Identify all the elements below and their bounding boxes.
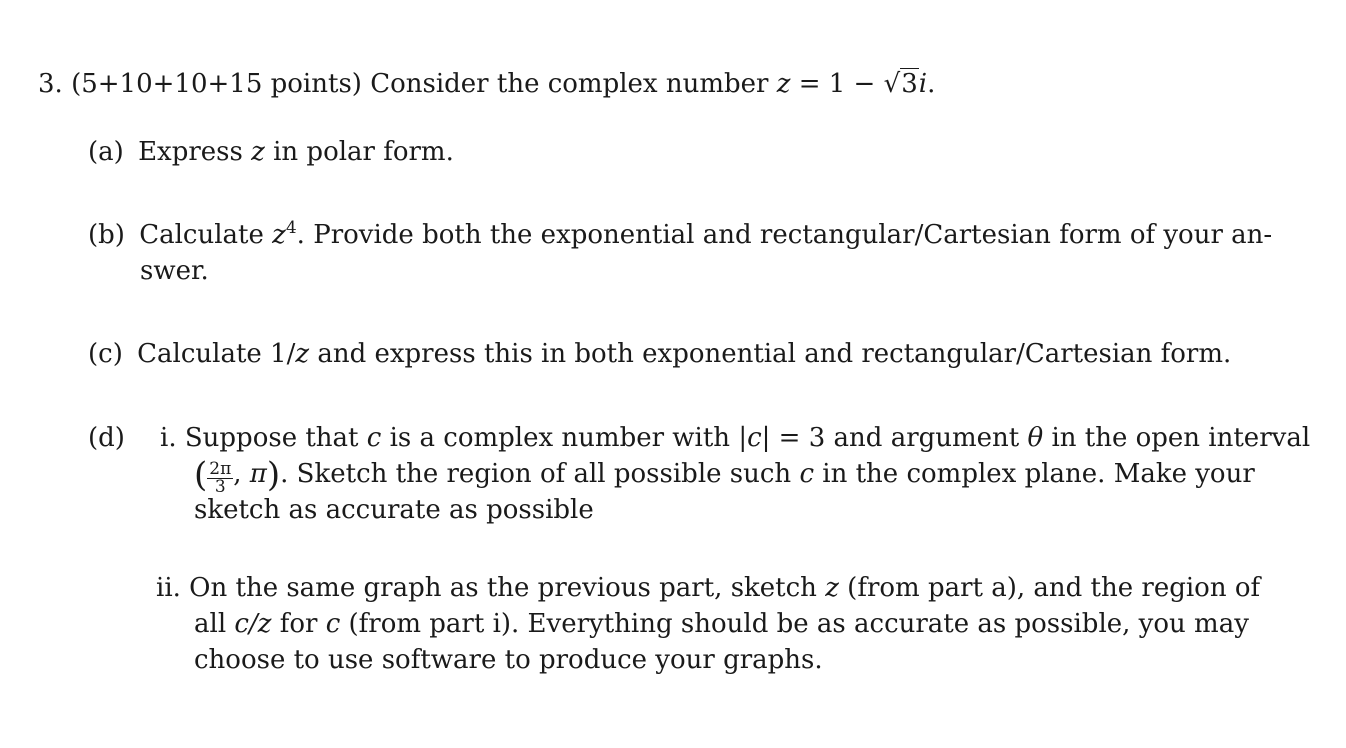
close-paren: ) (266, 455, 281, 495)
sqrt-expression: √3 (883, 69, 918, 99)
part-a-label: (a) (88, 137, 124, 167)
part-a-text-before: Express (138, 137, 243, 167)
var-pi: π (249, 459, 267, 489)
part-b-text-before: Calculate (139, 220, 264, 250)
fraction-2pi-3 (207, 461, 233, 496)
part-b-var: z (272, 220, 286, 250)
var-z: z (776, 69, 791, 99)
fraction-numerator: 2π (209, 459, 232, 479)
problem-header (38, 69, 935, 99)
part-d-i-line2: ( $\frac{2\pi}{3}$ , π). Sketch the region of all possible such c in the complex plane. Make your (194, 455, 1255, 497)
part-c-var: z (295, 339, 310, 369)
part-a-var: z (251, 137, 265, 167)
part-b-label: (b) (88, 220, 125, 250)
open-paren: ( (194, 455, 208, 495)
part-d-i-text1: Suppose that (184, 423, 359, 453)
problem-points: (5+10+10+15 points) (71, 69, 362, 99)
part-b-line2: swer. (140, 256, 209, 286)
part-c-label: (c) (88, 339, 123, 369)
part-d-ii-text5: (from part i). Everything should be as accurate as possible, you may (348, 609, 1249, 639)
part-d-ii-line2 (194, 609, 1249, 639)
part-c (88, 339, 1231, 369)
part-d-i-text5: . Sketch the region of all possible such (280, 459, 792, 489)
var-c-2: c (799, 459, 815, 489)
part-d-ii-label: ii. (156, 573, 181, 603)
var-i: i (918, 69, 928, 99)
fraction-denominator: 3 (214, 477, 226, 497)
part-c-text-before: Calculate 1/ (137, 339, 296, 369)
part-d-label: (d) (88, 423, 125, 453)
var-c-3: c (325, 609, 341, 639)
var-z-2: z (825, 573, 839, 603)
c-over-z: c/z (234, 609, 272, 639)
part-d-ii-line3: choose to use software to produce your graphs. (194, 645, 823, 675)
part-d-ii-text4: for (279, 609, 318, 639)
part-d-i-text6: in the complex plane. Make your (822, 459, 1255, 489)
part-d-i-line3: sketch as accurate as possible (194, 495, 594, 525)
part-a (88, 137, 454, 167)
part-c-text-after: and express this in both exponential and rectangular/Cartesian form. (317, 339, 1232, 369)
part-d-i-label: i. (160, 423, 177, 453)
part-d-ii-text1: On the same graph as the previous part, sketch (189, 573, 817, 603)
equation-part: = 1 − (798, 69, 876, 99)
part-b (88, 220, 1272, 250)
part-d-i-line1 (160, 423, 1310, 453)
problem-intro: Consider the complex number (370, 69, 769, 99)
var-theta: θ (1027, 423, 1044, 453)
part-d-i-text4: in the open interval (1051, 423, 1311, 453)
part-d-ii-line1 (156, 573, 1260, 603)
sqrt-argument: 3 (901, 69, 918, 99)
var-c-abs: c (747, 423, 762, 453)
problem-number: 3. (38, 69, 63, 99)
part-d-ii-text3: all (194, 609, 227, 639)
part-d-i-text2: is a complex number with | (389, 423, 748, 453)
part-d-i-text3: | = 3 and argument (761, 423, 1020, 453)
part-b-text-after: . Provide both the exponential and rectangular/Cartesian form of your an- (296, 220, 1273, 250)
var-c: c (366, 423, 382, 453)
part-a-text-after: in polar form. (273, 137, 454, 167)
end-period: . (927, 69, 936, 99)
part-b-exponent: 4 (285, 218, 297, 238)
part-d-ii-text2: (from part a), and the region of (847, 573, 1261, 603)
